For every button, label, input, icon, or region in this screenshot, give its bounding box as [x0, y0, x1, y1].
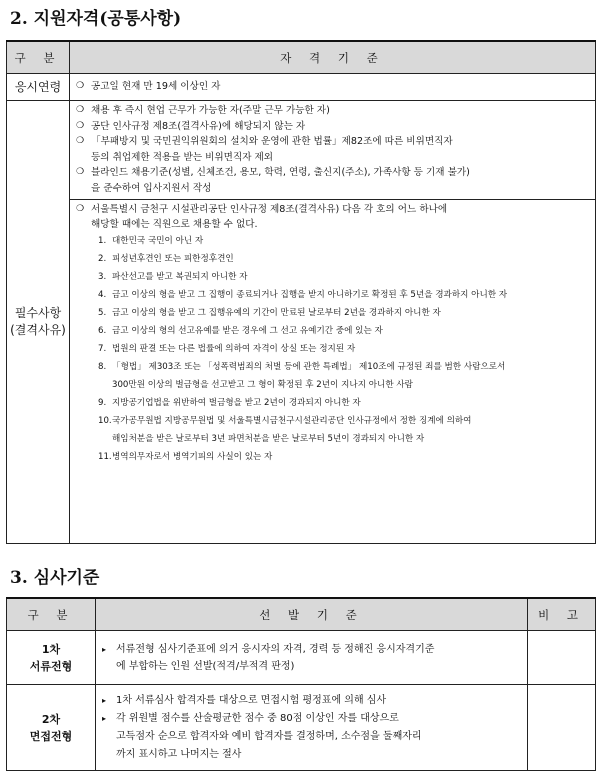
- stage-remarks: [528, 685, 596, 771]
- stage-row: [7, 685, 596, 771]
- header-category: 구 분: [7, 598, 96, 631]
- list-item: 10. 국가공무원법 지방공무원법 및 서울특별시금천구시설관리공단 인사규정에서 정한 징계에 의하여: [98, 415, 472, 426]
- list-item: 4. 금고 이상의 형을 받고 그 집행이 종료되거나 집행을 받지 아니하기로 확정된 후 5년을 경과하지 아니한 자: [98, 289, 508, 300]
- circle-bullet-icon: ❍: [76, 105, 85, 115]
- list-item: ❍ 「부패방지 및 국민권익위원회의 설치와 운영에 관한 법률」제82조에 따른 비위면직자: [76, 134, 591, 150]
- qualification-table: [6, 40, 596, 544]
- header-criteria: 자 격 기 준: [70, 41, 596, 74]
- required-criteria: [70, 101, 596, 544]
- disqualification-list: ❍ 서울특별시 금천구 시설관리공단 인사규정 제8조(결격사유) 다음 각 호의 어느 하나에 해당할 때에는 직원으로 채용할 수 없다. 1. 대한민국 국민이 아닌 자 2. 피성년후견인 또는 피한정후견인 3. 파산선고를 받고 복권되지 아니한 자 4. 금고 이상의 형을 받고 그 집행이 종료되거나 집행을 받지 아니하기로 확정된 후 5년을 경과하지 아니한 자 5. 금고 이상의 형을 받고 그 집행유예의 기간이 만료된 날로부터 2년을 경과하지 아니한 자 6. 금고 이상의 형의 선고유예를 받은 경우에 그 선고 유예기간 중에 있는 자 7. 법원의 판결 또는 다른 법률에 의하여 자격이 상실 또는 정지된 자 8. 「형법」 제303조 또는 「성폭력범죄의 처벌 등에 관한 특례법」 제10조에 규정된 죄를 범한 사람으로서 300만원 이상의 벌금형을 선고받고 그 형이 확정된 후 2년이 지나지 아니한 사람 9. 지방공기업법을 위반하여 벌금형을 받고 2년이 경과되지 아니한 자 10. 국가공무원법 지방공무원법 및 서울특별시금천구시설관리공단 인사규정에서 정한 징계에 의하여 해임처분을 받은 날로부터 3년 파면처분을 받은 날로부터 5년이 경과되지 아니한 자 11. 병역의무자로서 병역기피의 사실이 있는 자: [70, 200, 595, 468]
- list-item: ▸ 각 위원별 점수를 산술평균한 점수 중 80점 이상인 자를 대상으로: [102, 710, 523, 728]
- section-2-title: 2. 지원자격(공통사항): [10, 9, 182, 29]
- circle-bullet-icon: ❍: [76, 136, 85, 147]
- circle-bullet-icon: ❍: [76, 81, 85, 92]
- list-item: 11. 병역의무자로서 병역기피의 사실이 있는 자: [98, 451, 273, 462]
- list-item: 1. 대한민국 국민이 아닌 자: [98, 235, 204, 246]
- list-item: 6. 금고 이상의 형의 선고유예를 받은 경우에 그 선고 유예기간 중에 있는 자: [98, 325, 383, 336]
- screening-header-row: [7, 598, 596, 631]
- stage-criteria: ▸ 서류전형 심사기준표에 의거 응시자의 자격, 경력 등 정해진 응시자격기준 에 부합하는 인원 선발(적격/부적격 판정): [96, 631, 528, 685]
- required-row: [7, 101, 596, 544]
- list-item: ▸ 서류전형 심사기준표에 의거 응시자의 자격, 경력 등 정해진 응시자격기준: [102, 641, 523, 658]
- circle-bullet-icon: ❍: [76, 203, 85, 214]
- list-item: ❍ 공단 인사규정 제8조(결격사유)에 해당되지 않는 자: [76, 119, 591, 135]
- age-text: 공고일 현재 만 19세 이상인 자: [91, 81, 221, 93]
- triangle-bullet-icon: ▸: [102, 713, 107, 723]
- triangle-bullet-icon: ▸: [102, 644, 107, 654]
- requirement-list: ❍ 채용 후 즉시 현업 근무가 가능한 자(주말 근무 가능한 자) ❍ 공단 인사규정 제8조(결격사유)에 해당되지 않는 자 ❍ 「부패방지 및 국민권익위원회의 설치와 운영에 관한 법률」제82조에 따른 비위면직자 등의 취업제한 적용을 받는 비위면직자 제외 ❍ 블라인드 채용기준(성별, 신체조건, 용모, 학력, 연령, 출신지(주소), 가족사항 등 기재 불가) 을 준수하여 입사지원서 작성: [70, 101, 595, 200]
- list-item: 3. 파산선고를 받고 복권되지 아니한 자: [98, 271, 248, 282]
- age-criteria: [70, 74, 596, 101]
- header-selection-criteria: 선 발 기 준: [96, 598, 528, 631]
- section-3-title: 3. 심사기준: [10, 568, 100, 588]
- circle-bullet-icon: ❍: [76, 120, 85, 131]
- stage-remarks: [528, 631, 596, 685]
- circle-bullet-icon: ❍: [76, 167, 85, 178]
- list-item: ❍ 채용 후 즉시 현업 근무가 가능한 자(주말 근무 가능한 자): [76, 103, 591, 119]
- disqualification-intro: ❍ 서울특별시 금천구 시설관리공단 인사규정 제8조(결격사유) 다음 각 호의 어느 하나에: [76, 202, 591, 218]
- stage-label: 1차 서류전형: [7, 631, 96, 685]
- qualification-header-row: [7, 41, 596, 74]
- list-item: 8. 「형법」 제303조 또는 「성폭력범죄의 처벌 등에 관한 특례법」 제10조에 규정된 죄를 범한 사람으로서: [98, 361, 506, 372]
- list-item: 2. 피성년후견인 또는 피한정후견인: [98, 253, 234, 264]
- list-item: ❍ 블라인드 채용기준(성별, 신체조건, 용모, 학력, 연령, 출신지(주소), 가족사항 등 기재 불가): [76, 165, 591, 181]
- header-remarks: 비 고: [528, 598, 596, 631]
- list-item: ▸ 1차 서류심사 합격자를 대상으로 면접시험 평정표에 의해 심사: [102, 692, 523, 710]
- stage-row: [7, 631, 596, 685]
- stage-label: 2차 면접전형: [7, 685, 96, 771]
- age-label: 응시연령: [7, 74, 70, 101]
- list-item: 5. 금고 이상의 형을 받고 그 집행유예의 기간이 만료된 날로부터 2년을 경과하지 아니한 자: [98, 307, 441, 318]
- required-label: 필수사항 (결격사유): [7, 101, 70, 544]
- age-row: [7, 74, 596, 101]
- header-category: 구 분: [7, 41, 70, 74]
- screening-table: [6, 597, 596, 771]
- list-item: 7. 법원의 판결 또는 다른 법률에 의하여 자격이 상실 또는 정지된 자: [98, 343, 356, 354]
- triangle-bullet-icon: ▸: [102, 695, 107, 705]
- list-item: 9. 지방공기업법을 위반하여 벌금형을 받고 2년이 경과되지 아니한 자: [98, 397, 361, 408]
- stage-criteria: ▸ 1차 서류심사 합격자를 대상으로 면접시험 평정표에 의해 심사 ▸ 각 위원별 점수를 산술평균한 점수 중 80점 이상인 자를 대상으로 고득점자 순으로 합격자와 예비 합격자를 결정하며, 소수점을 둘째자리 까지 표시하고 나머지는 절사: [96, 685, 528, 771]
